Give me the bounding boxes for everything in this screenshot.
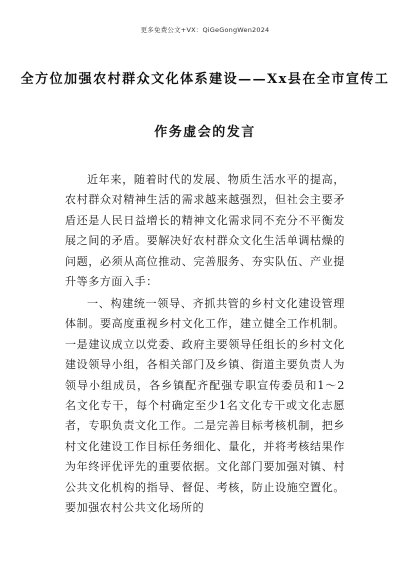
paragraph-intro [65,170,345,292]
paragraph-text: 近年来，随着时代的发展、物质生活水平的提高，农村群众对精神生活的需求越来越强烈，但社会主要矛盾还是人民日益增长的精神文化需求同不充分不平衡发展之间的矛盾。要解决好农村群众文化生活单调枯燥的问题，必须从高位推动、完善服务、夯实队伍、产业提升等多方面入手： [65,173,345,289]
paragraph-section-one [65,294,345,518]
header-note: 更多免费公文+VX：QiGeGongWen2024 [140,26,270,34]
document-title-line-1: 全方位加强农村群众文化体系建设——Xx县在全市宣传工 [20,72,390,87]
paragraph-text: 一、构建统一领导、齐抓共管的乡村文化建设管理体制。要高度重视乡村文化工作，建立健全工作机制。一是建议成立以党委、政府主要领导任组长的乡村文化建设领导小组，各相关部门及乡镇、街道主要负责人为领导小组成员，各乡镇配齐配强专职宣传委员和1～2名文化专干，每个村确定至少1名文化专干或文化志愿者，专职负责文化工作。二是完善目标考核机制，把乡村文化建设工作目标任务细化、量化，并将考核结果作为年终评优评先的重要依据。文化部门要加强对镇、村公共文化机构的指导、督促、考核，防止设施空置化。要加强农村公共文化场所的 [65,297,345,515]
document-title-line-2: 作务虚会的发言 [154,125,256,140]
